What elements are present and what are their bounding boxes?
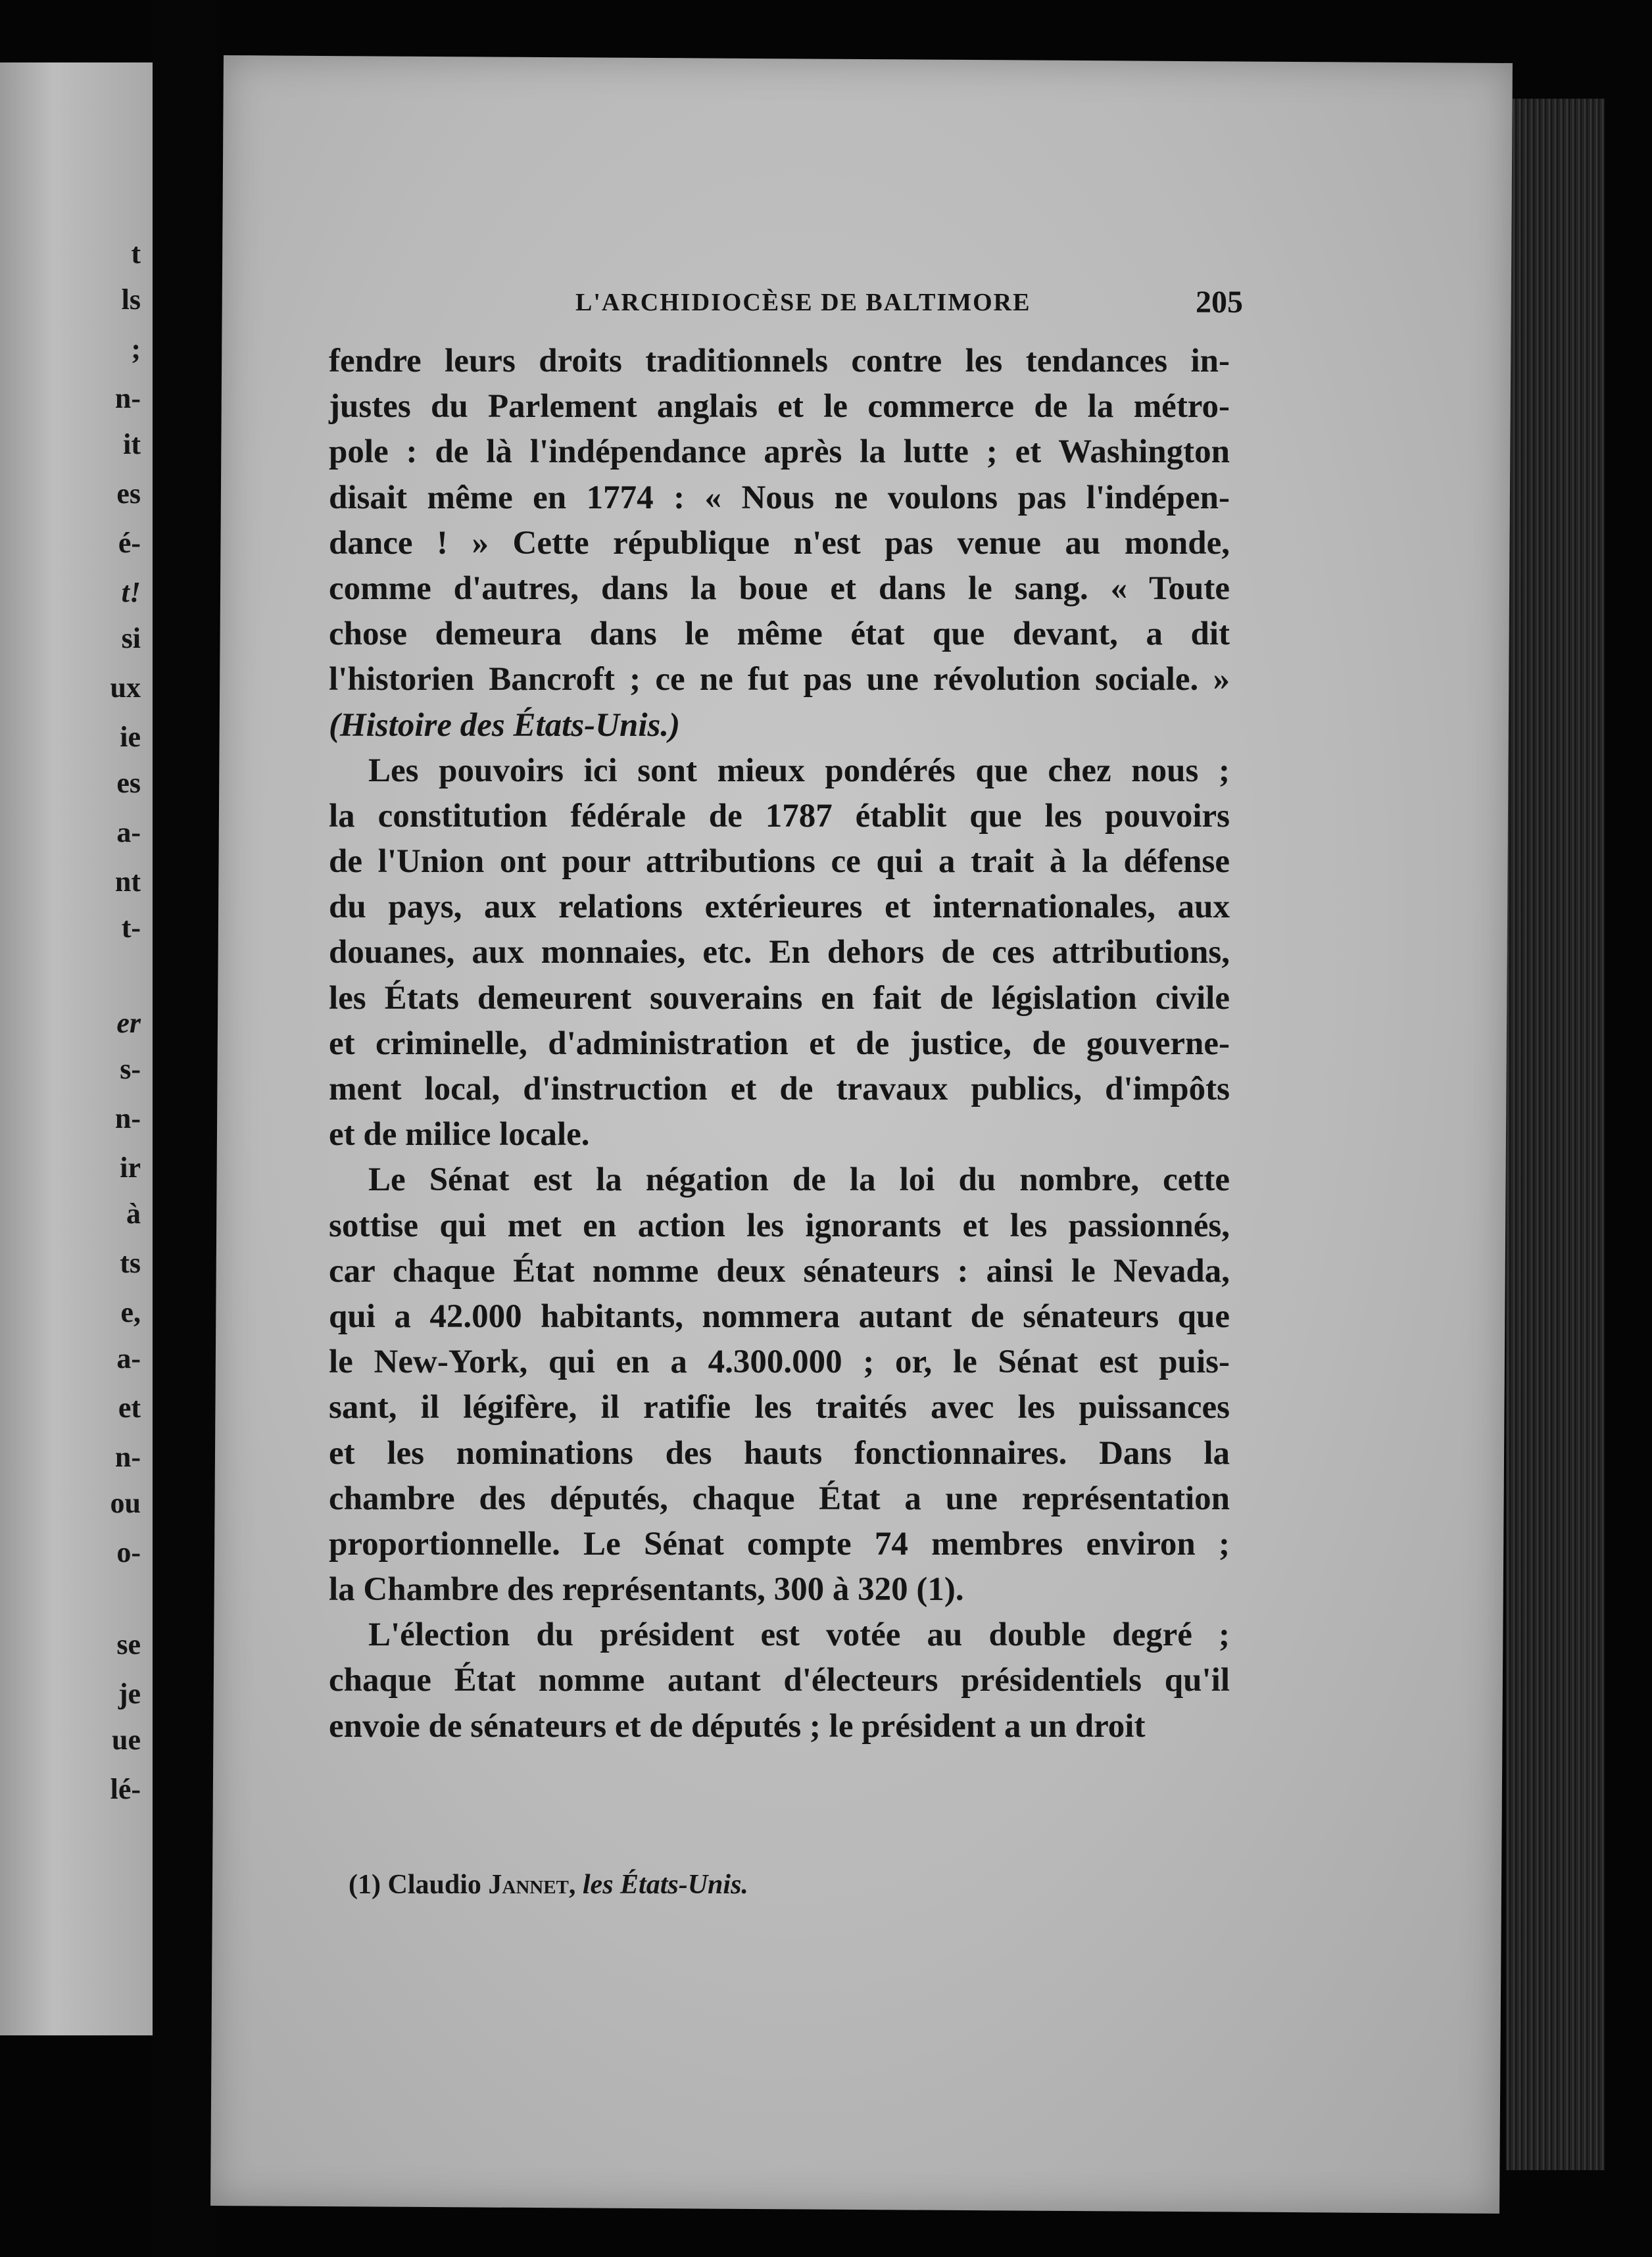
left-page-text-fragment: t! <box>121 576 141 608</box>
left-page-text-fragment: er <box>116 1007 141 1039</box>
text-line: dance ! » Cette république n'est pas venue au monde, <box>329 524 1230 562</box>
left-page-text-fragment: ux <box>110 671 141 704</box>
text-line: sant, il légifère, il ratifie les traités avec les puissances <box>329 1389 1230 1426</box>
left-page-text-fragment: ; <box>131 333 141 365</box>
text-line: douanes, aux monnaies, etc. En dehors de ces attributions, <box>329 934 1230 971</box>
text-line: chambre des députés, chaque État a une représentation <box>329 1480 1230 1517</box>
left-page-text-fragment: o- <box>116 1536 141 1568</box>
left-page-text-fragment: é- <box>118 527 141 559</box>
left-page-text-fragment: ie <box>120 721 141 753</box>
left-page-text-fragment: lé- <box>110 1773 141 1805</box>
text-line: envoie de sénateurs et de députés ; le président a un droit <box>329 1707 1146 1745</box>
left-page-text-fragment: nt <box>114 865 141 898</box>
text-line: du pays, aux relations extérieures et internationales, aux <box>329 888 1230 926</box>
footnote-author-last: Jannet, <box>488 1870 576 1900</box>
text-line: proportionnelle. Le Sénat compte 74 membres environ ; <box>329 1525 1230 1563</box>
text-line: sottise qui met en action les ignorants et les passionnés, <box>329 1207 1230 1244</box>
left-page-text-fragment: ou <box>110 1487 141 1519</box>
left-page-text-fragment: n- <box>114 382 141 414</box>
left-page-text-fragment: ue <box>112 1724 141 1756</box>
left-page-text-fragment: je <box>118 1678 141 1710</box>
text-line: et les nominations des hauts fonctionnaires. Dans la <box>329 1434 1230 1472</box>
text-line: et de milice locale. <box>329 1116 590 1153</box>
text-line: de l'Union ont pour attributions ce qui a trait à la défense <box>329 843 1230 881</box>
text-line: la constitution fédérale de 1787 établit que les pouvoirs <box>329 797 1230 835</box>
text-line: disait même en 1774 : « Nous ne voulons pas l'indépen- <box>329 479 1230 516</box>
footnote-marker: (1) <box>349 1870 381 1900</box>
left-page-text-fragment: ts <box>120 1247 141 1279</box>
footnote <box>349 1869 1203 1901</box>
left-page-text-fragment: t- <box>121 911 141 944</box>
text-line: la Chambre des représentants, 300 à 320 (1). <box>329 1571 964 1609</box>
left-page-text-fragment: es <box>116 477 141 510</box>
text-line: Le Sénat est la négation de la loi du nombre, cette <box>368 1161 1230 1199</box>
left-page-text-fragment: ls <box>121 283 141 316</box>
running-head-title: L'ARCHIDIOCÈSE DE BALTIMORE <box>575 289 1031 316</box>
text-line: les États demeurent souverains en fait de législation civile <box>329 979 1230 1017</box>
text-line: le New-York, qui en a 4.300.000 ; or, le Sénat est puis- <box>329 1344 1230 1381</box>
left-page-fragment <box>0 62 153 2035</box>
text-line: chaque État nomme autant d'électeurs présidentiels qu'il <box>329 1662 1230 1699</box>
text-line: qui a 42.000 habitants, nommera autant de sénateurs que <box>329 1298 1230 1335</box>
left-page-text-fragment: es <box>116 767 141 799</box>
left-page-text-fragment: ir <box>120 1152 141 1184</box>
left-page-text-fragment: t <box>131 237 141 270</box>
left-page-text-fragment: n- <box>114 1441 141 1473</box>
book-gutter <box>153 0 217 2257</box>
text-line: chose demeura dans le même état que devant, a dit <box>329 616 1230 653</box>
text-line: fendre leurs droits traditionnels contre les tendances in- <box>329 343 1230 379</box>
text-line: ment local, d'instruction et de travaux publics, d'impôts <box>329 1071 1230 1107</box>
text-line: justes du Parlement anglais et le commerce de la métro- <box>329 388 1230 425</box>
left-page-text-fragment: et <box>118 1392 141 1424</box>
text-line: Les pouvoirs ici sont mieux pondérés que chez nous ; <box>368 752 1230 789</box>
text-line: L'élection du président est votée au double degré ; <box>368 1616 1230 1654</box>
text-line: l'historien Bancroft ; ce ne fut pas une révolution sociale. » <box>329 661 1230 698</box>
left-page-text-fragment: si <box>121 622 141 654</box>
text-line: comme d'autres, dans la boue et dans le sang. « Toute <box>329 570 1230 607</box>
footnote-title: les États-Unis. <box>582 1870 748 1900</box>
text-line: pole : de là l'indépendance après la lutte ; et Washington <box>329 433 1230 471</box>
left-page-text-fragment: a- <box>116 816 141 848</box>
page-edges <box>1506 99 1605 2170</box>
left-page-text-fragment: it <box>123 428 141 460</box>
footnote-author-first: Claudio <box>387 1870 481 1900</box>
text-line: et criminelle, d'administration et de justice, de gouverne- <box>329 1025 1230 1062</box>
running-head <box>355 285 1263 328</box>
text-line: car chaque État nomme deux sénateurs : ainsi le Nevada, <box>329 1252 1230 1290</box>
left-page-text-fragment: a- <box>116 1342 141 1374</box>
left-page-text-fragment: se <box>116 1628 141 1661</box>
text-line: (Histoire des États-Unis.) <box>329 706 681 744</box>
body-text <box>329 339 1230 1749</box>
left-page-text-fragment: n- <box>114 1102 141 1134</box>
left-page-text-fragment: s- <box>120 1053 141 1085</box>
page-number: 205 <box>1196 285 1243 320</box>
left-page-text-fragment: e, <box>120 1296 141 1328</box>
left-page-text-fragment: à <box>126 1198 141 1230</box>
